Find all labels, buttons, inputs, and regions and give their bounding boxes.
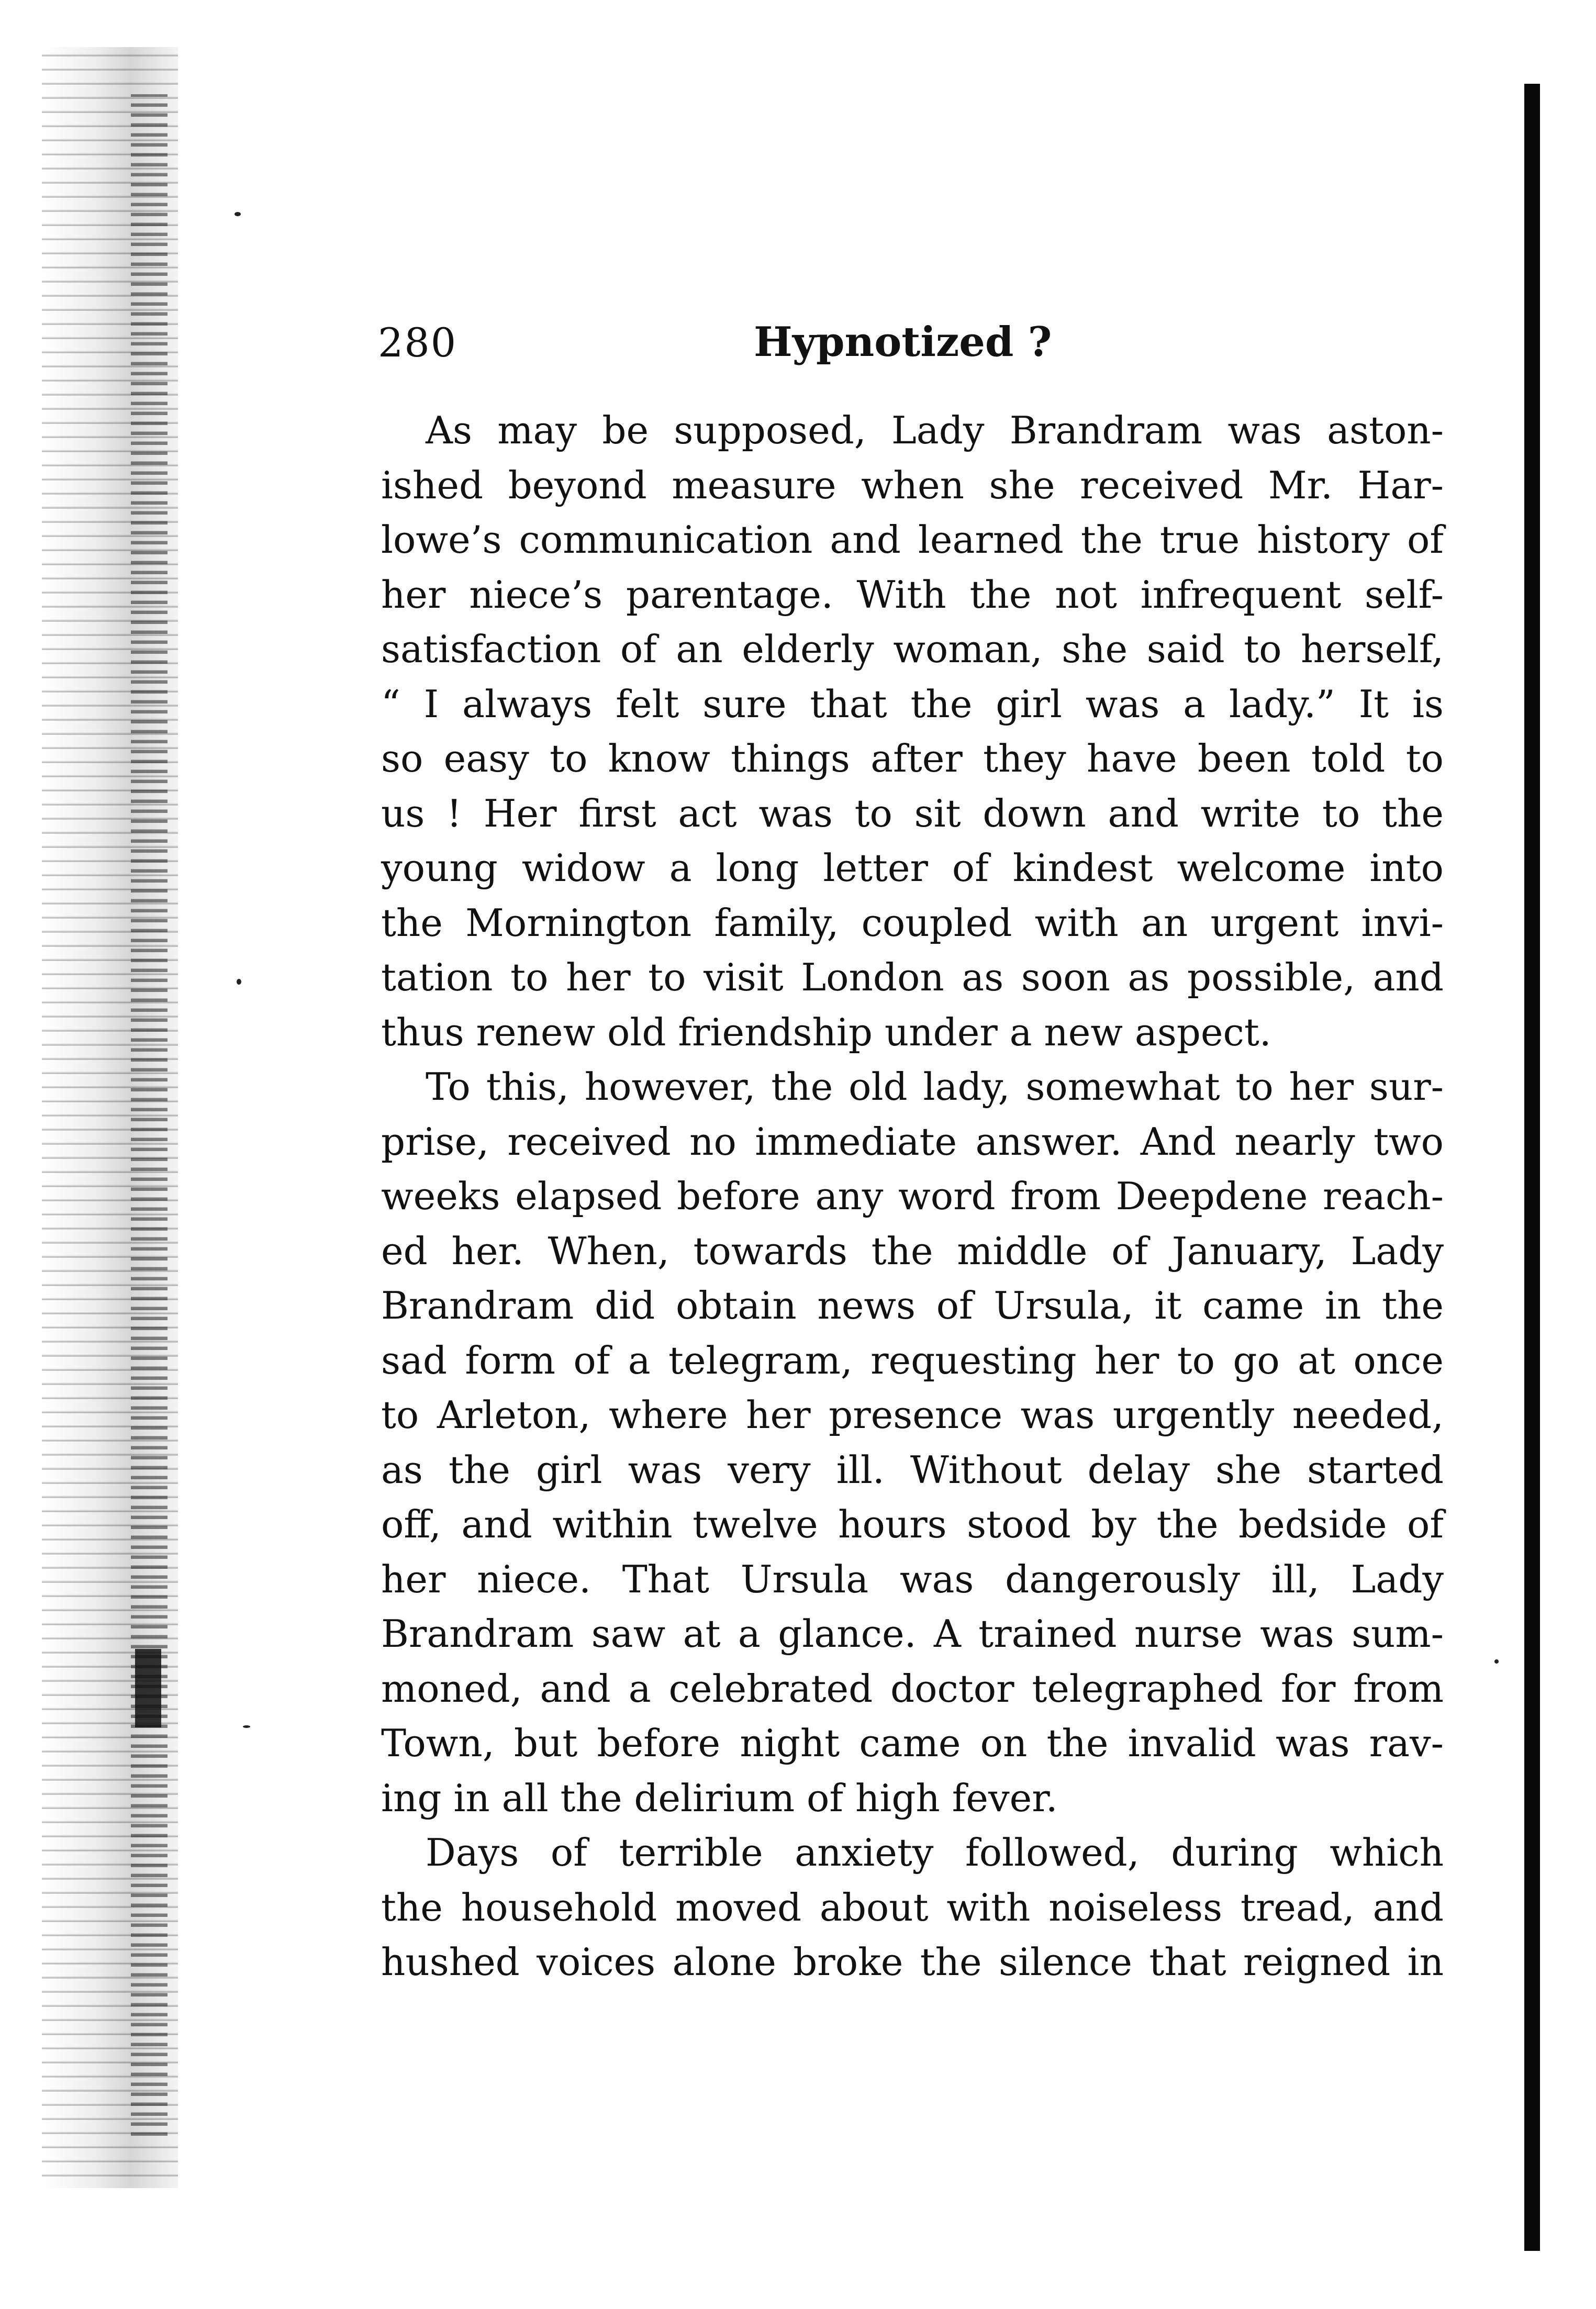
- scan-speck: [1494, 1659, 1499, 1664]
- text-line: off, and within twelve hours stood by the bedside of: [381, 1502, 1444, 1546]
- scan-speck: [235, 212, 241, 216]
- text-line: moned, and a celebrated doctor telegraphed for from: [381, 1666, 1444, 1711]
- text-line: weeks elapsed before any word from Deepdene reach-: [381, 1174, 1444, 1218]
- text-line: “ I always felt sure that the girl was a lady.” It is: [381, 682, 1444, 726]
- text-line: as the girl was very ill. Without delay she started: [381, 1447, 1444, 1492]
- page-edge-bar: [1524, 84, 1540, 2251]
- text-line: us ! Her first act was to sit down and write to the: [381, 791, 1444, 835]
- text-line: thus renew old friendship under a new aspect.: [381, 1010, 1271, 1054]
- text-line: sad form of a telegram, requesting her to go at once: [381, 1338, 1444, 1382]
- running-head: Hypnotized ?: [754, 318, 1052, 366]
- text-line: ished beyond measure when she received Mr. Har-: [381, 463, 1444, 507]
- text-line: Brandram did obtain news of Ursula, it came in the: [381, 1284, 1444, 1328]
- text-line: hushed voices alone broke the silence that reigned in: [381, 1940, 1444, 1984]
- text-line: Days of terrible anxiety followed, during which: [426, 1831, 1444, 1875]
- text-line: the household moved about with noiseless tread, and: [381, 1885, 1444, 1929]
- text-line: To this, however, the old lady, somewhat to her sur-: [426, 1065, 1444, 1109]
- text-line: the Mornington family, coupled with an urgent invi-: [381, 900, 1444, 945]
- text-line: tation to her to visit London as soon as possible, and: [381, 955, 1444, 999]
- binding-dark-mark: [135, 1649, 161, 1727]
- text-line: to Arleton, where her presence was urgently needed,: [381, 1393, 1444, 1437]
- text-line: ing in all the delirium of high fever.: [381, 1776, 1058, 1820]
- text-line: Brandram saw at a glance. A trained nurse was sum-: [381, 1612, 1444, 1656]
- text-line: prise, received no immediate answer. And nearly two: [381, 1119, 1444, 1164]
- binding-shadow: [131, 94, 168, 2136]
- text-line: Town, but before night came on the invalid was rav-: [381, 1721, 1444, 1765]
- text-line: satisfaction of an elderly woman, she said to herself,: [381, 627, 1444, 671]
- text-line: ed her. When, towards the middle of January, Lady: [381, 1229, 1444, 1273]
- text-line: her niece. That Ursula was dangerously ill, Lady: [381, 1557, 1444, 1601]
- scan-speck: [243, 1725, 250, 1728]
- text-line: lowe’s communication and learned the true history of: [381, 518, 1444, 562]
- text-line: her niece’s parentage. With the not infrequent self-: [381, 572, 1444, 617]
- body-text: [381, 403, 1444, 1990]
- page-number: 280: [378, 319, 457, 366]
- scan-speck: [237, 979, 241, 985]
- text-line: As may be supposed, Lady Brandram was aston-: [426, 408, 1444, 452]
- text-line: so easy to know things after they have been told to: [381, 737, 1444, 780]
- text-line: young widow a long letter of kindest welcome into: [381, 846, 1444, 890]
